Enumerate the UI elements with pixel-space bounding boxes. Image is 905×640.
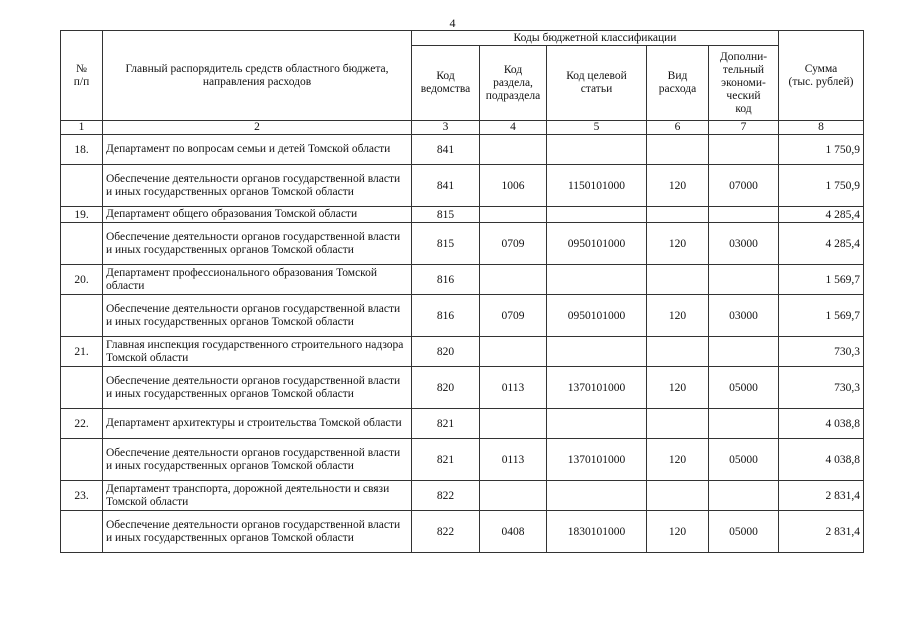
row-sum: 1 569,7 bbox=[779, 295, 864, 337]
code-vedomstvo: 820 bbox=[412, 367, 480, 409]
header-razdel: Код раздела, подраздела bbox=[480, 46, 547, 121]
column-number: 5 bbox=[547, 121, 647, 135]
code-vedomstvo: 815 bbox=[412, 223, 480, 265]
row-sum: 1 569,7 bbox=[779, 265, 864, 295]
header-sum: Сумма (тыс. рублей) bbox=[779, 31, 864, 121]
page-number: 4 bbox=[449, 16, 456, 30]
code-vid bbox=[647, 409, 709, 439]
code-statia: 1830101000 bbox=[547, 511, 647, 553]
row-name: Департамент профессионального образования Томской области bbox=[103, 265, 412, 295]
code-vedomstvo: 815 bbox=[412, 207, 480, 223]
expense-row bbox=[61, 511, 864, 553]
code-dop: 05000 bbox=[709, 511, 779, 553]
code-statia: 1370101000 bbox=[547, 367, 647, 409]
row-name: Обеспечение деятельности органов государственной власти и иных государственных органов Томской области bbox=[103, 223, 412, 265]
header-name: Главный распорядитель средств областного бюджета, направления расходов bbox=[103, 31, 412, 121]
code-statia: 1150101000 bbox=[547, 165, 647, 207]
department-row bbox=[61, 265, 864, 295]
code-razdel bbox=[480, 481, 547, 511]
code-vid: 120 bbox=[647, 295, 709, 337]
row-number bbox=[61, 295, 103, 337]
code-dop: 05000 bbox=[709, 439, 779, 481]
column-number: 6 bbox=[647, 121, 709, 135]
code-statia bbox=[547, 265, 647, 295]
row-sum: 1 750,9 bbox=[779, 135, 864, 165]
code-vid bbox=[647, 481, 709, 511]
code-vid: 120 bbox=[647, 511, 709, 553]
code-dop bbox=[709, 409, 779, 439]
code-razdel bbox=[480, 409, 547, 439]
code-razdel bbox=[480, 265, 547, 295]
code-statia bbox=[547, 481, 647, 511]
row-name: Департамент по вопросам семьи и детей Томской области bbox=[103, 135, 412, 165]
column-number: 7 bbox=[709, 121, 779, 135]
code-statia: 1370101000 bbox=[547, 439, 647, 481]
header-vid: Вид расхода bbox=[647, 46, 709, 121]
row-sum: 2 831,4 bbox=[779, 481, 864, 511]
row-sum: 4 038,8 bbox=[779, 409, 864, 439]
row-number: 23. bbox=[61, 481, 103, 511]
row-number bbox=[61, 165, 103, 207]
code-dop bbox=[709, 135, 779, 165]
header-vedomstvo: Код ведомства bbox=[412, 46, 480, 121]
code-dop: 03000 bbox=[709, 223, 779, 265]
table-header bbox=[61, 31, 864, 121]
code-dop: 05000 bbox=[709, 367, 779, 409]
expense-row bbox=[61, 295, 864, 337]
code-vid: 120 bbox=[647, 367, 709, 409]
row-sum: 4 038,8 bbox=[779, 439, 864, 481]
row-number: 21. bbox=[61, 337, 103, 367]
department-row bbox=[61, 135, 864, 165]
code-razdel bbox=[480, 207, 547, 223]
code-vedomstvo: 820 bbox=[412, 337, 480, 367]
code-razdel bbox=[480, 135, 547, 165]
row-number: 18. bbox=[61, 135, 103, 165]
code-statia: 0950101000 bbox=[547, 223, 647, 265]
column-number: 2 bbox=[103, 121, 412, 135]
code-statia: 0950101000 bbox=[547, 295, 647, 337]
row-name: Главная инспекция государственного строительного надзора Томской области bbox=[103, 337, 412, 367]
code-vedomstvo: 841 bbox=[412, 135, 480, 165]
row-sum: 1 750,9 bbox=[779, 165, 864, 207]
header-dop: Дополни- тельный экономи- ческий код bbox=[709, 46, 779, 121]
department-row bbox=[61, 481, 864, 511]
code-statia bbox=[547, 337, 647, 367]
code-razdel: 0709 bbox=[480, 223, 547, 265]
code-dop bbox=[709, 337, 779, 367]
row-name: Департамент архитектуры и строительства Томской области bbox=[103, 409, 412, 439]
code-vedomstvo: 822 bbox=[412, 511, 480, 553]
expense-row bbox=[61, 367, 864, 409]
row-sum: 730,3 bbox=[779, 367, 864, 409]
code-razdel: 1006 bbox=[480, 165, 547, 207]
column-number: 8 bbox=[779, 121, 864, 135]
column-number: 1 bbox=[61, 121, 103, 135]
row-name: Департамент общего образования Томской области bbox=[103, 207, 412, 223]
row-number: 20. bbox=[61, 265, 103, 295]
code-dop: 03000 bbox=[709, 295, 779, 337]
row-sum: 2 831,4 bbox=[779, 511, 864, 553]
expense-row bbox=[61, 165, 864, 207]
code-dop bbox=[709, 207, 779, 223]
code-vedomstvo: 816 bbox=[412, 265, 480, 295]
column-numbers-row bbox=[61, 121, 864, 135]
header-statia: Код целевой статьи bbox=[547, 46, 647, 121]
row-number bbox=[61, 439, 103, 481]
row-name: Обеспечение деятельности органов государственной власти и иных государственных органов Томской области bbox=[103, 165, 412, 207]
code-vid: 120 bbox=[647, 165, 709, 207]
code-vedomstvo: 821 bbox=[412, 439, 480, 481]
code-statia bbox=[547, 207, 647, 223]
code-statia bbox=[547, 135, 647, 165]
code-razdel: 0709 bbox=[480, 295, 547, 337]
code-vid bbox=[647, 265, 709, 295]
code-vid bbox=[647, 135, 709, 165]
code-vedomstvo: 821 bbox=[412, 409, 480, 439]
row-number bbox=[61, 511, 103, 553]
code-statia bbox=[547, 409, 647, 439]
row-number bbox=[61, 223, 103, 265]
code-vid: 120 bbox=[647, 223, 709, 265]
header-codes-group: Коды бюджетной классификации bbox=[412, 31, 779, 46]
column-number: 4 bbox=[480, 121, 547, 135]
row-name: Департамент транспорта, дорожной деятельности и связи Томской области bbox=[103, 481, 412, 511]
row-number: 19. bbox=[61, 207, 103, 223]
code-razdel bbox=[480, 337, 547, 367]
row-sum: 4 285,4 bbox=[779, 207, 864, 223]
code-vid bbox=[647, 337, 709, 367]
expense-row bbox=[61, 223, 864, 265]
code-vedomstvo: 841 bbox=[412, 165, 480, 207]
row-name: Обеспечение деятельности органов государственной власти и иных государственных органов Томской области bbox=[103, 295, 412, 337]
code-dop bbox=[709, 481, 779, 511]
row-number bbox=[61, 367, 103, 409]
code-razdel: 0408 bbox=[480, 511, 547, 553]
code-razdel: 0113 bbox=[480, 367, 547, 409]
code-dop bbox=[709, 265, 779, 295]
row-name: Обеспечение деятельности органов государственной власти и иных государственных органов Томской области bbox=[103, 367, 412, 409]
code-razdel: 0113 bbox=[480, 439, 547, 481]
department-row bbox=[61, 409, 864, 439]
expense-row bbox=[61, 439, 864, 481]
row-sum: 730,3 bbox=[779, 337, 864, 367]
code-vid bbox=[647, 207, 709, 223]
department-row bbox=[61, 337, 864, 367]
code-vedomstvo: 816 bbox=[412, 295, 480, 337]
row-name: Обеспечение деятельности органов государственной власти и иных государственных органов Томской области bbox=[103, 439, 412, 481]
row-name: Обеспечение деятельности органов государственной власти и иных государственных органов Томской области bbox=[103, 511, 412, 553]
column-number: 3 bbox=[412, 121, 480, 135]
code-dop: 07000 bbox=[709, 165, 779, 207]
budget-table bbox=[60, 30, 864, 553]
header-num: № п/п bbox=[61, 31, 103, 121]
code-vedomstvo: 822 bbox=[412, 481, 480, 511]
department-row bbox=[61, 207, 864, 223]
row-sum: 4 285,4 bbox=[779, 223, 864, 265]
table-body bbox=[61, 121, 864, 553]
code-vid: 120 bbox=[647, 439, 709, 481]
row-number: 22. bbox=[61, 409, 103, 439]
